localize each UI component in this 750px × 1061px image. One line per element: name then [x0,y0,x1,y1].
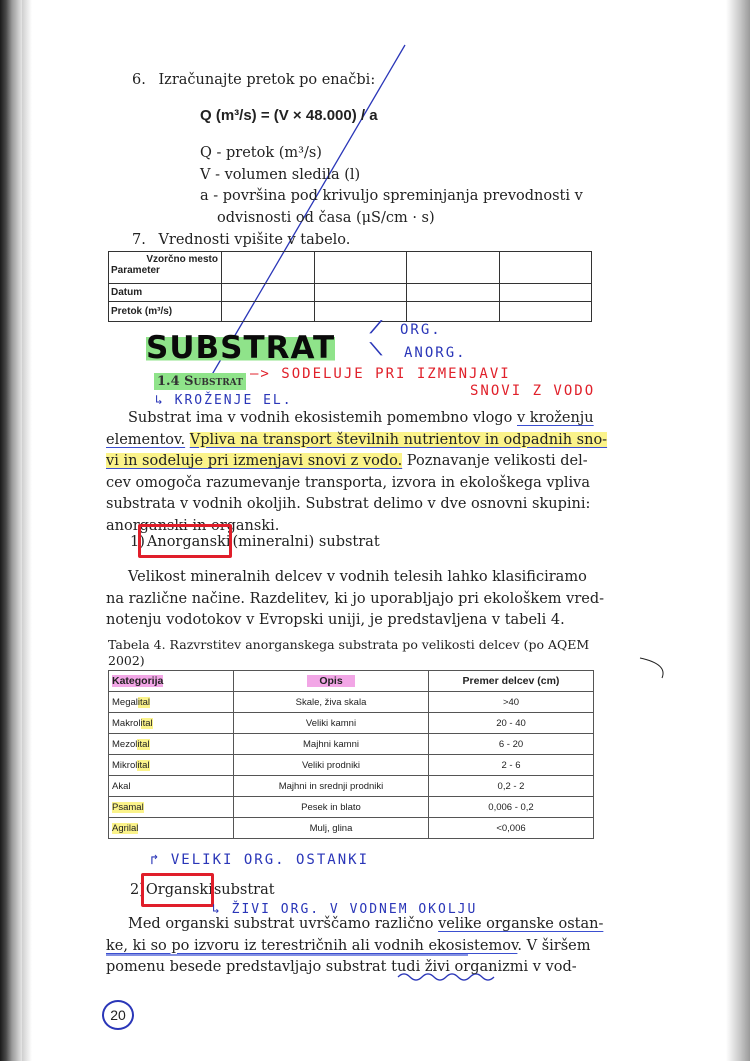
column-header [109,671,234,692]
subsection-number: 2) [130,882,145,898]
empty-cell [222,302,315,322]
description-cell: Veliki prodniki [234,755,429,776]
text-run: Poznavanje velikosti del- [402,453,588,469]
paragraph-organic-substrate [106,914,604,979]
table-row [109,797,594,818]
table-row [109,734,594,755]
underlined-text: v kroženju [517,410,594,426]
text-line: substrata v vodnih okoljih. Substrat delimo v dve osnovni skupini: [106,496,591,512]
category-cell [109,797,234,818]
section-heading [154,373,246,390]
red-marker-box [141,873,214,907]
handwritten-red-note-2: SNOVI Z VODO [470,383,596,399]
table-row [109,755,594,776]
item-number: 7. [132,232,146,248]
text-run: Makrol [112,717,141,729]
empty-cell [314,302,407,322]
text-run: Mikrol [112,759,138,771]
boxed-term: Organski [145,882,213,898]
size-cell: 20 - 40 [429,713,594,734]
row-label: Pretok (m³/s) [109,302,222,322]
definition-line: V - volumen sledila (l) [200,166,361,183]
empty-cell [407,252,500,284]
handwritten-brace-upper: ⟋ [370,318,384,338]
table-row [109,713,594,734]
caption-line: 2002) [108,653,145,668]
description-cell: Mulj, glina [234,818,429,839]
subsection-number: 1) [130,534,145,550]
description-cell: Pesek in blato [234,797,429,818]
empty-cell [314,284,407,302]
description-cell: Majhni in srednji prodniki [234,776,429,797]
highlighted-text: ital [137,696,151,708]
category-cell [109,818,234,839]
text-run: Akal [112,780,131,792]
highlighted-text: vi in sodeluje pri izmenjavi snovi z vodo. [106,453,403,469]
text-run: Mezol [112,738,138,750]
text-run: Med organski substrat uvrščamo različno [128,916,439,932]
header-cell [109,252,222,284]
highlighted-text: Agrilal [112,822,139,834]
header-label: Opis [307,675,354,687]
underlined-text: elementov. [106,431,186,448]
header-top-label: Vzorčno mesto [146,254,218,265]
formula-definitions [200,143,583,229]
text-line: anorganski in organski. [106,517,280,534]
handwritten-veliki-org: ↱ VELIKI ORG. OSTANKI [150,852,370,868]
column-header: Premer delcev (cm) [429,671,594,692]
red-marker-box [138,524,232,558]
highlighted-text: ital [140,717,153,729]
header-label: Kategorija [112,675,164,687]
handwritten-org: ORG. [400,322,442,338]
table-4-substrate-classes [108,670,594,839]
handwritten-brace-lower: ⟍ [370,340,384,360]
size-cell: 0,006 - 0,2 [429,797,594,818]
category-cell [109,692,234,713]
subsection-rest: (mineralni) substrat [232,534,380,550]
description-cell: Veliki kamni [234,713,429,734]
boxed-term: Anorganski [146,534,231,550]
empty-cell [407,284,500,302]
item-text: Izračunajte pretok po enačbi: [158,72,376,88]
wavy-underlined-text: živi organizmi [424,959,529,975]
handwritten-zivi-org: ↳ ŽIVI ORG. V VODNEM OKOLJU [212,902,478,917]
item-text: Vrednosti vpišite v tabelo. [158,232,351,248]
highlighted-text: Psamal [112,801,144,813]
highlighted-text: ital [137,738,150,750]
text-line: cev omogoča razumevanje transporta, izvora in ekološkega vpliva [106,474,591,491]
caption-line: Tabela 4. Razvrstitev anorganskega substrata po velikosti delcev (po AQEM [108,637,590,652]
handwritten-blue-note: ↳ KROŽENJE EL. [155,393,293,408]
text-run: v vod- [528,959,577,975]
flow-formula: Q (m³/s) = (V × 48.000) / a [200,107,378,124]
category-cell [109,713,234,734]
empty-cell [499,302,592,322]
size-cell: >40 [429,692,594,713]
section-number: 1.4 [157,374,180,389]
section-title: Substrat [184,374,243,389]
page-number: 20 [102,1000,134,1030]
category-cell [109,734,234,755]
description-cell: Majhni kamni [234,734,429,755]
table-row [109,776,594,797]
text-line: na različne načine. Razdelitev, ki jo uporabljajo pri ekološkem vred- [106,590,605,607]
empty-cell [222,284,315,302]
item-number: 6. [132,72,146,88]
category-cell [109,755,234,776]
item-7 [132,230,350,252]
definition-line: odvisnosti od časa (μS/cm · s) [217,209,435,226]
table-row [109,692,594,713]
size-cell: 2 - 6 [429,755,594,776]
item-6 [132,70,375,92]
paragraph-mineral-particles [106,567,605,632]
text-line: notenju vodotokov v Evropski uniji, je predstavljena v tabeli 4. [106,612,565,628]
text-run: Megal [112,696,138,708]
text-line: Velikost mineralnih delcev v vodnih telesih lahko klasificiramo [128,569,587,585]
size-cell: 0,2 - 2 [429,776,594,797]
table-row [109,818,594,839]
handwritten-anorg: ANORG. [404,345,467,361]
definition-line: Q - pretok (m³/s) [200,145,322,161]
subsection-rest: substrat [213,882,275,898]
empty-cell [499,252,592,284]
column-header [234,671,429,692]
table-4-caption [108,637,590,669]
highlighted-text: ital [137,759,150,771]
empty-cell [222,252,315,284]
underlined-text: ke, ki so po izvoru iz terestričnih ali vodnih ekosistemov [106,937,518,954]
handwritten-substrat-title: SUBSTRAT [146,330,336,366]
highlighted-text: Vpliva na transport številnih nutrientov in odpadnih sno- [189,431,608,448]
category-cell [109,776,234,797]
text-run: . V širšem [517,937,591,954]
definition-line: a - površina pod krivuljo spreminjanja prevodnosti v [200,188,583,204]
header-bottom-label: Parameter [111,265,160,276]
measurement-table [108,251,592,322]
text-run: pomenu besede predstavljajo substrat tudi [106,959,425,975]
empty-cell [407,302,500,322]
size-cell: 6 - 20 [429,734,594,755]
size-cell: <0,006 [429,818,594,839]
empty-cell [499,284,592,302]
handwritten-red-note-1: —> SODELUJE PRI IZMENJAVI [250,366,511,382]
empty-cell [314,252,407,284]
paragraph-substrat-intro [106,408,608,537]
row-label: Datum [109,284,222,302]
description-cell: Skale, živa skala [234,692,429,713]
underlined-text: velike organske ostan- [438,916,604,932]
text-run: Substrat ima v vodnih ekosistemih pomembno vlogo [128,410,517,426]
